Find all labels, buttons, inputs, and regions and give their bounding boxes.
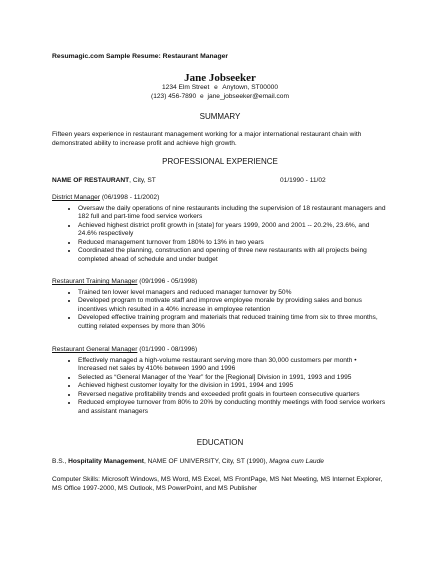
role-heading [52,194,386,203]
employer-line [52,177,386,186]
separator: e [199,92,204,100]
email: jane_jobseeker@email.com [207,92,289,100]
role-dates: (09/1996 - 05/1998) [139,278,198,285]
education-heading: EDUCATION [196,438,244,447]
school: , NAME OF UNIVERSITY, City, ST (1990), [143,458,270,465]
role-title: Restaurant General Manager [52,346,138,353]
list-item: • Developed effective training program and materials that reduced training time from six to three months, cutting related expenses by more than 30% [78,314,386,331]
list-item: • Coordinated the planning, construction and opening of three new restaurants with all projects being completed ahead of schedule and under budget [78,247,386,264]
role-general-manager [52,346,386,417]
role-heading [52,346,386,355]
phone: (123) 456-7890 [151,92,197,100]
address-line [0,84,440,93]
summary-text: Fifteen years experience in restaurant management working for a major international restaurant chain with demonstrated ability to increase profit and achieve high growth. [52,131,362,147]
list-item: • Oversaw the daily operations of nine restaurants including the supervision of 18 restaurant managers and 182 full and part-time food service workers [78,205,386,222]
employer-name: NAME OF RESTAURANT [52,177,130,184]
computer-skills: Computer Skills: Microsoft Windows, MS Word, MS Excel, MS FrontPage, MS Net Meeting, MS Internet Explorer, MS Office 1997-2000, MS Outlook, MS PowerPoint, and MS Publisher [52,476,383,492]
candidate-name: Jane Jobseeker [184,72,256,84]
list-item: • Achieved highest customer loyalty for the division in 1991, 1994 and 1995 [78,382,386,391]
employer-location: , City, ST [129,177,156,184]
contact-block [0,72,440,102]
list-item: • Selected as “General Manager of the Year” for the [Regional] Division in 1991, 1993 and 1995 [78,374,386,383]
role-bullets [52,289,386,332]
role-dates: (06/1998 - 11/2002) [101,194,160,201]
degree: B.S., [52,458,69,465]
degree-line [52,458,386,467]
experience-heading: PROFESSIONAL EXPERIENCE [162,157,278,166]
separator: e [214,84,218,92]
summary-heading: SUMMARY [199,112,241,121]
role-dates: (01/1990 - 08/1996) [139,346,198,353]
role-title: District Manager [52,194,101,201]
list-item: • Reduced management turnover from 180% to 13% in two years [78,239,386,248]
role-district-manager [52,194,386,265]
list-item: • Achieved highest district profit growth in [state] for years 1999, 2000 and 2001 -- 20.2%, 23.6%, and 24.6% respectively [78,222,386,239]
role-bullets [52,205,386,265]
role-training-manager [52,278,386,331]
list-item: • Developed program to motivate staff and improve employee morale by providing sales and bonus incentives which resulted in a 40% increase in employee retention [78,297,386,314]
city: Anytown, ST00000 [222,84,278,92]
street: 1234 Elm Street [162,84,210,92]
list-item: • Reduced employee turnover from 80% to 20% by conducting monthly meetings with food service workers and assistant managers [78,399,386,416]
employer [52,177,156,186]
employer-dates: 01/1990 - 11/02 [280,177,326,184]
list-item: • Effectively managed a high-volume restaurant serving more than 30,000 customers per month • Increased net sales by 410% between 1990 and 1996 [78,357,386,374]
role-heading [52,278,386,287]
role-bullets [52,357,386,417]
honors: Magna cum Laude [269,458,324,465]
phone-email-line [0,93,440,102]
list-item: • Trained ten lower level managers and reduced manager turnover by 50% [78,289,386,298]
list-item: • Reversed negative profitability trends and exceeded profit goals in fourteen consecutive quarters [78,391,386,400]
major: Hospitality Management [68,458,144,465]
source-line: Resumagic.com Sample Resume: Restaurant Manager [52,53,229,60]
role-title: Restaurant Training Manager [52,278,138,285]
